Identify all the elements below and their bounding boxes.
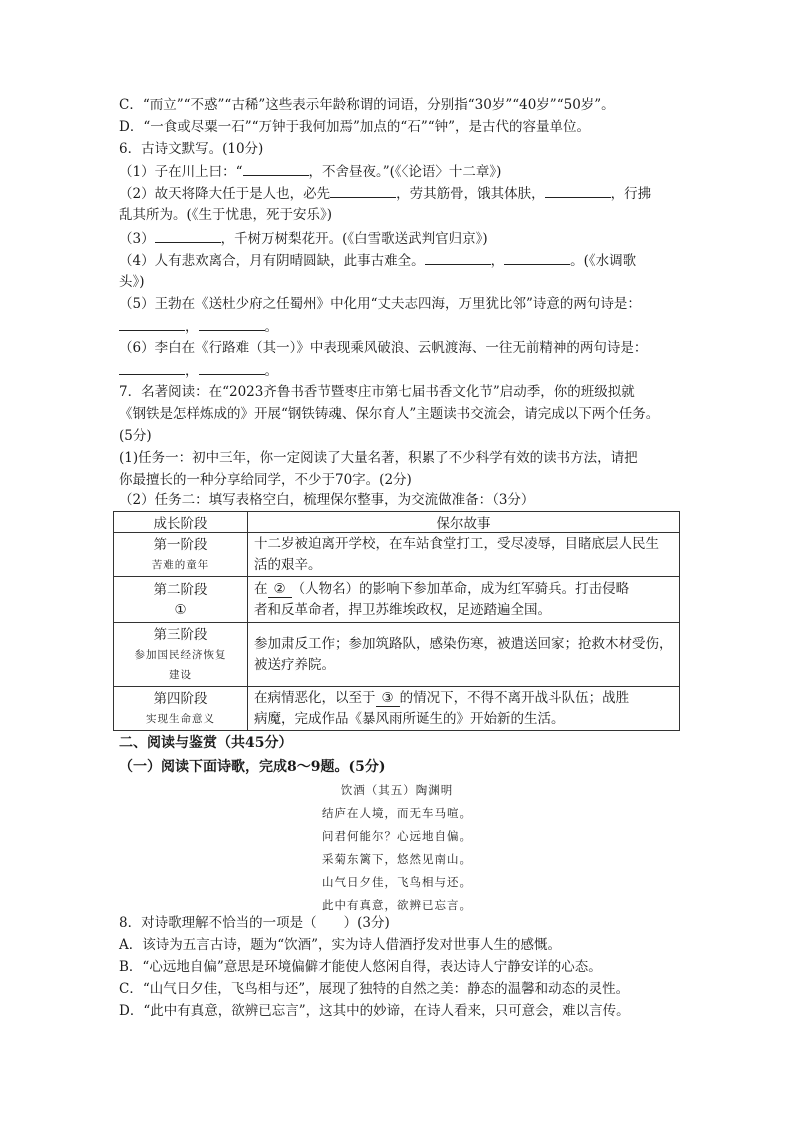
section-2-1-heading: （一）阅读下面诗歌，完成8～9题。(5分) — [119, 759, 386, 775]
q6-item-5-blanks — [119, 316, 278, 337]
question-6-title: 6．古诗文默写。(10分) — [119, 141, 264, 157]
paul-story-table — [113, 511, 680, 731]
q6-4-text-b: ， — [490, 253, 505, 269]
option-c-line: C．“而立”“不惑”“古稀”这些表示年龄称谓的词语，分别指“30岁”“40岁”“50岁”。 — [119, 97, 615, 113]
story-cell — [248, 577, 680, 623]
table-header: 保尔故事 — [248, 512, 680, 533]
answer-blank[interactable] — [199, 360, 265, 375]
question-8-stem: 8．对诗歌理解不恰当的一项是（ ）(3分) — [119, 915, 390, 931]
comma: ， — [185, 363, 199, 379]
blank-marker[interactable]: ③ — [376, 690, 400, 707]
stage-label: 第一阶段 — [153, 536, 208, 553]
poem-line: 结庐在人境，而无车马喧。 — [322, 806, 472, 820]
q6-item-3 — [119, 228, 488, 249]
q6-item-5: （5）王勃在《送杜少府之任蜀州》中化用“丈夫志四海，万里犹比邻”诗意的两句诗是： — [119, 296, 641, 312]
stage-cell — [114, 577, 248, 623]
stage-cell — [114, 533, 248, 577]
answer-blank[interactable] — [119, 360, 185, 375]
q7-task-1-line-2: 你最擅长的一种分享给同学，不少于70字。(2分) — [119, 472, 412, 488]
q6-1-text-a: （1）子在川上曰：“ — [119, 164, 243, 180]
q6-item-2 — [119, 183, 651, 204]
q7-task-2: （2）任务二：填写表格空白，梳理保尔整事，为交流做准备：（3分） — [119, 492, 535, 508]
story-text: 活的艰辛。 — [254, 556, 322, 573]
answer-blank[interactable] — [243, 161, 309, 176]
story-text: 十二岁被迫离开学校，在车站食堂打工，受尽凌辱，目睹底层人民生 — [254, 535, 659, 552]
q6-item-4 — [119, 250, 636, 271]
poem-line: 采菊东篱下，悠然见南山。 — [322, 852, 472, 866]
answer-blank[interactable] — [425, 250, 491, 265]
handwritten-answer: 实现生命意义 — [146, 712, 215, 725]
blank-marker[interactable]: ① — [174, 601, 187, 618]
q6-3-text-a: （3） — [119, 231, 155, 247]
stage-cell — [114, 687, 248, 731]
table-row — [114, 687, 680, 731]
q8-option-b[interactable]: B．“心远地自偏”意思是环境偏僻才能使人悠闲自得，表达诗人宁静安详的心态。 — [119, 959, 602, 975]
q6-item-2-cont: 乱其所为。(《生于忧患，死于安乐》) — [119, 207, 333, 223]
handwritten-answer: 苦难的童年 — [151, 558, 210, 571]
story-text: 参加肃反工作；参加筑路队，感染伤寒，被遣送回家；抢救木材受伤， — [254, 635, 673, 652]
stage-label: 第四阶段 — [153, 690, 208, 707]
q7-line-1: 7．名著阅读：在“2023齐鲁书香节暨枣庄市第七届书香文化节”启动季，你的班级拟就 — [119, 384, 635, 400]
answer-blank[interactable] — [119, 316, 185, 331]
poem-line: 山气日夕佳，飞鸟相与还。 — [322, 875, 472, 889]
q6-item-1 — [119, 161, 501, 182]
q6-2-text-c: ，行拂 — [610, 186, 652, 202]
stage-cell — [114, 623, 248, 687]
story-text: 被送疗养院。 — [254, 656, 335, 673]
table-row — [114, 577, 680, 623]
story-cell — [248, 623, 680, 687]
answer-blank[interactable] — [545, 183, 611, 198]
q7-line-3: (5分) — [119, 428, 152, 444]
answer-blank[interactable] — [504, 250, 570, 265]
story-text: （人物名）的影响下参加革命，成为红军骑兵。打击侵略 — [291, 580, 630, 597]
q7-line-2: 《钢铁是怎样炼成的》开展“钢铁铸魂、保尔育人”主题读书交流会，请完成以下两个任务。 — [119, 406, 660, 422]
story-cell — [248, 687, 680, 731]
table-row — [114, 533, 680, 577]
table-header: 成长阶段 — [114, 512, 248, 533]
q6-3-text-b: ，千树万树梨花开。(《白雪歌送武判官归京》) — [220, 231, 488, 247]
story-text: 的情况下，不得不离开战斗队伍；战胜 — [399, 689, 630, 706]
answer-blank[interactable] — [330, 183, 396, 198]
stage-label: 第二阶段 — [153, 581, 208, 598]
table-header-row — [114, 512, 680, 533]
story-text: 在 — [254, 580, 268, 597]
option-d-line: D．“一食或尽粟一石”“万钟于我何加焉”加点的“石”“钟”，是古代的容量单位。 — [119, 119, 591, 135]
stage-label: 第三阶段 — [153, 626, 208, 643]
q6-4-text-c: 。(《水调歌 — [570, 253, 637, 269]
q6-item-4-cont: 头》) — [119, 274, 145, 290]
handwritten-answer: 建设 — [169, 668, 192, 681]
q8-option-a[interactable]: A．该诗为五言古诗，题为“饮酒”，实为诗人借酒抒发对世事人生的感慨。 — [119, 937, 562, 953]
q6-1-text-b: ，不舍昼夜。”(《〈论语〉十二章》) — [308, 164, 502, 180]
handwritten-answer: 参加国民经济恢复 — [134, 648, 227, 661]
q6-2-text-a: （2）故天将降大任于是人也，必先 — [119, 186, 331, 202]
q7-task-1-line-1: (1)任务一：初中三年，你一定阅读了大量名著，积累了不少科学有效的读书方法，请把 — [119, 450, 638, 466]
answer-blank[interactable] — [155, 228, 221, 243]
story-text: 病魔，完成作品《暴风雨所诞生的》开始新的生活。 — [254, 710, 565, 727]
section-2-heading: 二、阅读与鉴赏（共45分） — [119, 735, 293, 751]
comma: ， — [185, 319, 199, 335]
q6-item-6: （6）李白在《行路难（其一）》中表现乘风破浪、云帆渡海、一往无前精神的两句诗是： — [119, 340, 648, 356]
answer-blank[interactable] — [199, 316, 265, 331]
period: 。 — [264, 319, 278, 335]
table-row — [114, 623, 680, 687]
story-cell — [248, 533, 680, 577]
story-text: 在病情恶化，以至于 — [254, 689, 376, 706]
blank-marker[interactable]: ② — [268, 581, 292, 598]
period: 。 — [264, 363, 278, 379]
q8-option-d[interactable]: D．“此中有真意，欲辨已忘言”，这其中的妙谛，在诗人看来，只可意会，难以言传。 — [119, 1003, 630, 1019]
poem-line: 问君何能尔？心远地自偏。 — [322, 829, 472, 843]
q6-2-text-b: ，劳其筋骨，饿其体肤， — [396, 186, 545, 202]
story-text: 者和反革命者，捍卫苏维埃政权，足迹踏遍全国。 — [254, 601, 551, 618]
poem-title: 饮酒（其五）陶渊明 — [340, 783, 454, 797]
q6-4-text-a: （4）人有悲欢离合，月有阴晴圆缺，此事古难全。 — [119, 253, 425, 269]
q6-item-6-blanks — [119, 360, 278, 381]
q8-option-c[interactable]: C．“山气日夕佳，飞鸟相与还”，展现了独特的自然之美：静态的温馨和动态的灵性。 — [119, 981, 630, 997]
poem-line: 此中有真意，欲辨已忘言。 — [322, 898, 472, 912]
